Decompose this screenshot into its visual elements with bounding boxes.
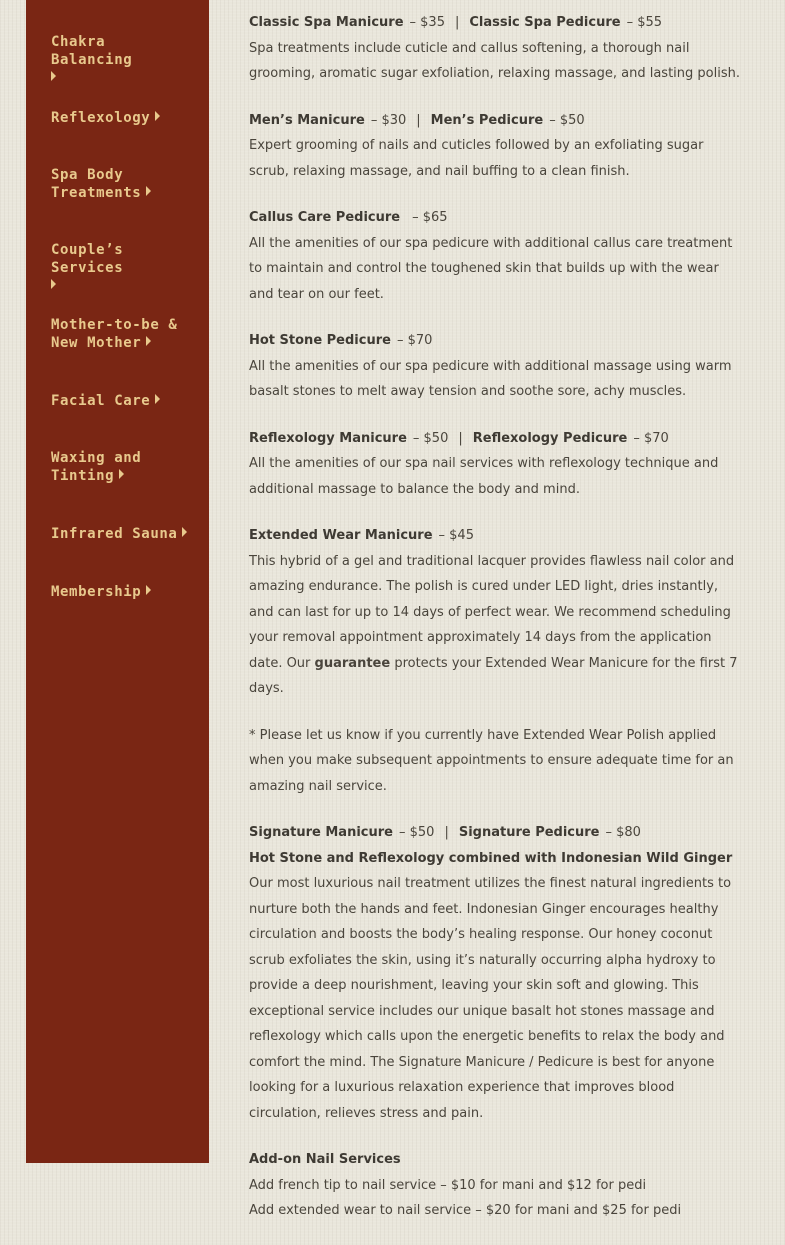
addon-item: Add extended wear to nail service – $20 for mani and $25 for pedi [249, 1203, 682, 1218]
service-description: All the amenities of our spa pedicure with additional massage using warm basalt stones to melt away tension and soothe sore, achy muscles. [249, 358, 732, 399]
sidebar-item-label: Chakra Balancing [51, 34, 133, 68]
service-price: – $70 [396, 333, 433, 348]
service-name: Men’s Manicure [249, 112, 365, 128]
addon-services [249, 1147, 741, 1224]
sidebar-item-label: Facial Care [51, 393, 151, 409]
service-name: Extended Wear Manicure [249, 528, 433, 543]
caret-right-icon [51, 279, 56, 289]
separator: | [444, 825, 449, 840]
caret-right-icon [155, 111, 160, 121]
service-description: Spa treatments include cuticle and callus softening, a thorough nail grooming, aromatic sugar exfoliation, relaxing massage, and lasting polish. [249, 40, 740, 81]
addon-item: Add french tip to nail service – $10 for mani and $12 for pedi [249, 1177, 647, 1193]
service-price: – $45 [438, 528, 474, 543]
service-name: Signature Pedicure [458, 825, 600, 840]
sidebar-item-spa-body-treatments[interactable] [51, 166, 171, 202]
service-price: – $50 [549, 112, 585, 128]
sidebar-item-membership[interactable] [51, 583, 191, 601]
service-heading [249, 820, 741, 846]
service-description: Our most luxurious nail treatment utilizes the finest natural ingredients to nurture both the hands and feet. Indonesian Ginger encourages healthy circulation and boosts the body’s healing response. Our honey coconut scrub exfoliates the skin, using it’s naturally occurring alpha hydroxy to provide a deep nourishment, leaving your skin soft and glowing. This exceptional service includes our unique basalt hot stones massage and reflexology which calls upon the energetic benefits to relax the body and comfort the mind. The Signature Manicure / Pedicure is best for anyone looking for a luxurious relaxation experience that improves blood circulation, relieves stress and pain. [249, 876, 732, 1121]
sidebar-item-label: Reflexology [51, 110, 151, 126]
description-text: This hybrid of a gel and traditional lacquer provides flawless nail color and amazing endurance. The polish is cured under LED light, dries instantly, and can last for up to 14 days of perfect wear. We recommend scheduling your removal appointment approximately 14 days from the application date. Our [249, 553, 735, 671]
service-subtitle [249, 846, 741, 872]
service-name: Classic Spa Manicure [249, 15, 404, 30]
service-name: Callus Care Pedicure [249, 210, 401, 225]
subtitle-text: Hot Stone and Reflexology combined with Indonesian Wild Ginger [249, 850, 733, 866]
service-heading [249, 328, 741, 354]
service-description: All the amenities of our spa pedicure with additional callus care treatment to maintain and control the toughened skin that builds up with the wear and tear on our feet. [249, 235, 733, 302]
service-price: – $35 [409, 15, 445, 30]
service-heading [249, 10, 741, 36]
service-signature [249, 820, 741, 1126]
service-classic [249, 10, 741, 87]
sidebar-item-label: Membership [51, 584, 142, 600]
service-name: Men’s Pedicure [430, 112, 544, 128]
description-text: protects your Extended Wear Manicure for the first 7 days. [249, 655, 738, 696]
services-content [249, 10, 741, 1245]
sidebar-item-waxing-tinting[interactable] [51, 449, 161, 485]
sidebar-item-infrared-sauna[interactable] [51, 525, 191, 543]
service-price: – $50 [412, 430, 449, 446]
service-heading [249, 523, 741, 549]
service-name: Hot Stone Pedicure [249, 333, 391, 348]
sidebar-item-mother-to-be[interactable] [51, 316, 191, 352]
service-name: Reflexology Manicure [249, 430, 407, 446]
sidebar-item-label: Mother-to-be & New Mother [51, 317, 178, 351]
sidebar-item-facial-care[interactable] [51, 392, 191, 410]
service-callus [249, 205, 741, 307]
service-price: – $50 [398, 825, 435, 840]
caret-right-icon [182, 527, 187, 537]
caret-right-icon [119, 469, 124, 479]
service-name: Reflexology Pedicure [472, 430, 628, 446]
sidebar-item-label: Couple’s Services [51, 242, 124, 276]
addon-title-text: Add-on Nail Services [249, 1152, 401, 1167]
service-heading [249, 205, 741, 231]
separator: | [416, 112, 421, 128]
caret-right-icon [146, 585, 151, 595]
service-mens [249, 108, 741, 185]
sidebar-nav [26, 0, 209, 1163]
addon-title [249, 1147, 741, 1173]
service-price: – $70 [633, 430, 669, 446]
extended-wear-note [249, 723, 741, 800]
caret-right-icon [146, 186, 151, 196]
service-description [249, 549, 741, 702]
separator: | [458, 430, 463, 446]
sidebar-item-chakra-balancing[interactable] [51, 33, 191, 87]
service-price: – $55 [626, 15, 663, 30]
guarantee-link[interactable]: guarantee [314, 655, 391, 671]
service-heading [249, 108, 741, 134]
service-hot-stone [249, 328, 741, 405]
sidebar-item-label: Infrared Sauna [51, 526, 178, 542]
service-reflexology [249, 426, 741, 503]
service-name: Classic Spa Pedicure [469, 15, 621, 30]
service-name: Signature Manicure [249, 825, 393, 840]
service-extended-wear [249, 523, 741, 702]
note-text: * Please let us know if you currently have Extended Wear Polish applied when you make subsequent appointments to ensure adequate time for an amazing nail service. [249, 727, 734, 794]
sidebar-item-label: Spa Body Treatments [51, 167, 142, 201]
service-price: – $80 [605, 825, 641, 840]
service-description: Expert grooming of nails and cuticles followed by an exfoliating sugar scrub, relaxing massage, and nail buffing to a clean finish. [249, 138, 704, 179]
sidebar-item-label: Waxing and Tinting [51, 450, 142, 484]
caret-right-icon [155, 394, 160, 404]
caret-right-icon [51, 71, 56, 81]
service-price: – $30 [370, 112, 407, 128]
separator: | [454, 15, 460, 30]
sidebar-item-reflexology[interactable] [51, 109, 191, 127]
service-price: – $65 [412, 210, 448, 225]
caret-right-icon [146, 336, 151, 346]
service-description: All the amenities of our spa nail services with reflexology technique and additional massage to balance the body and mind. [249, 456, 719, 497]
service-heading [249, 426, 741, 452]
sidebar-item-couples-services[interactable] [51, 241, 191, 295]
